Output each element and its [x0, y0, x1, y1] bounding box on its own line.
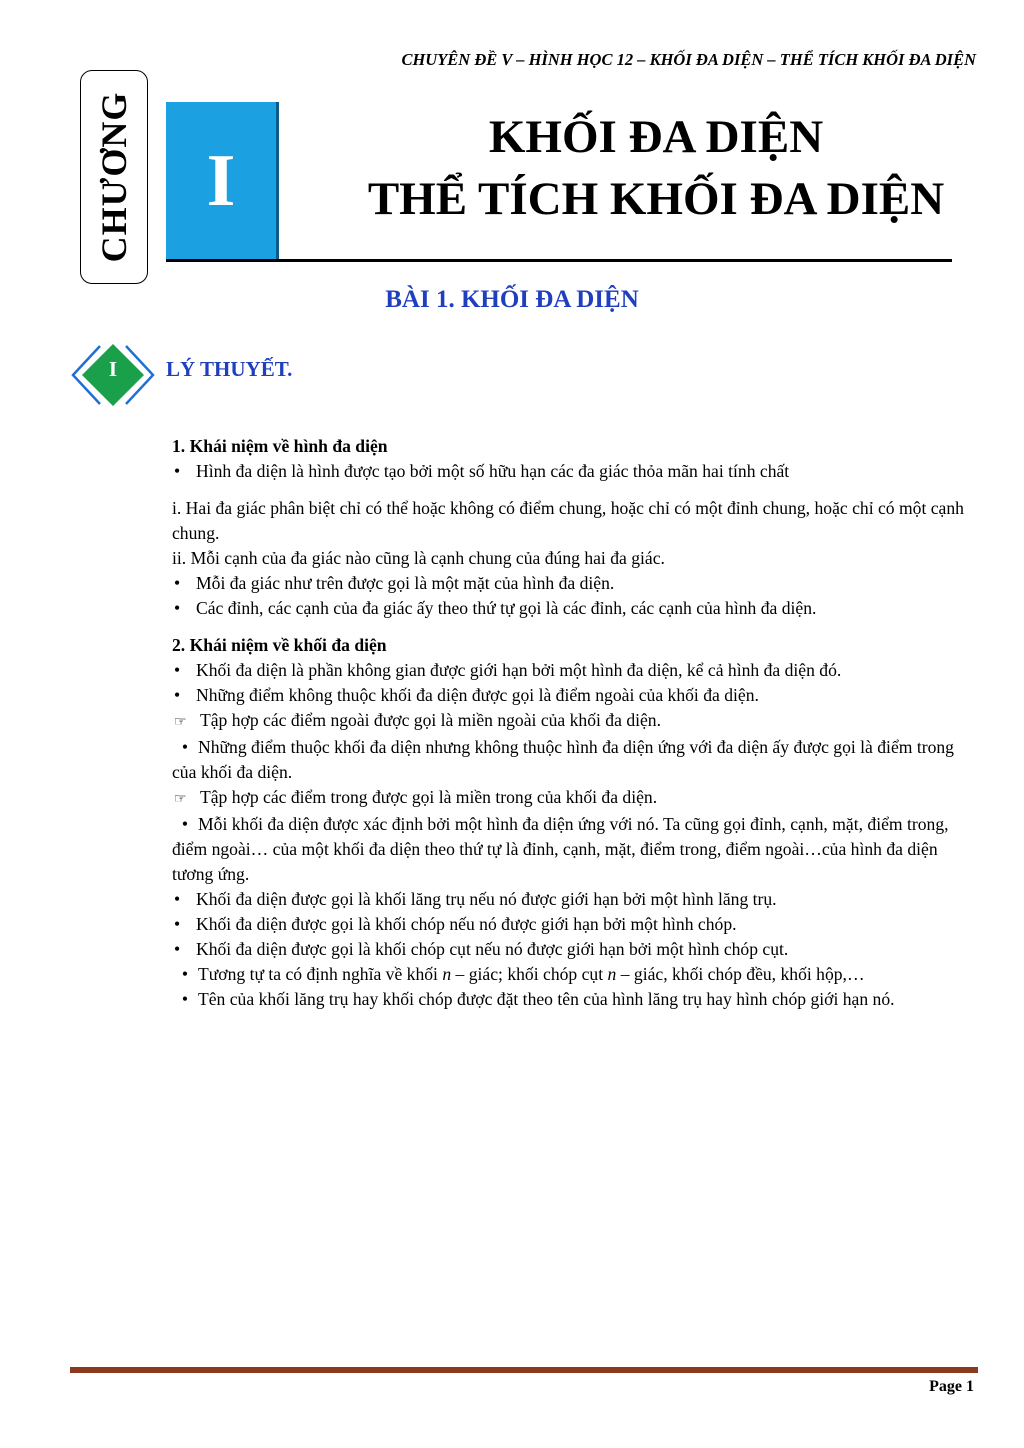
list-item: •Các đỉnh, các cạnh của đa giác ấy theo thứ tự gọi là các đỉnh, các cạnh của hình đa diện.	[172, 596, 982, 621]
list-item: •Khối đa diện được gọi là khối lăng trụ nếu nó được giới hạn bởi một hình lăng trụ.	[172, 887, 982, 912]
subheading-2: 2. Khái niệm về khối đa diện	[172, 635, 387, 655]
bullet-icon	[174, 912, 196, 937]
note-item: ☞ Tập hợp các điểm ngoài được gọi là miền ngoài của khối đa diện.	[172, 708, 982, 735]
note-item: ☞ Tập hợp các điểm trong được gọi là miền trong của khối đa diện.	[172, 785, 982, 812]
bullet-icon	[172, 987, 198, 1012]
body-content	[172, 434, 982, 1012]
chapter-number: I	[206, 140, 236, 222]
pointing-hand-icon: ☞	[174, 792, 187, 807]
chapter-title	[350, 106, 962, 230]
list-item: •Mỗi đa giác như trên được gọi là một mặt của hình đa diện.	[172, 571, 982, 596]
bullet-icon	[174, 459, 196, 484]
list-item: •Khối đa diện là phần không gian được giới hạn bởi một hình đa diện, kể cả hình đa diện đó.	[172, 658, 982, 683]
paragraph: ii. Mỗi cạnh của đa giác nào cũng là cạnh chung của đúng hai đa giác.	[172, 548, 665, 568]
page-number: Page 1	[929, 1378, 974, 1395]
bullet-icon	[174, 658, 196, 683]
chapter-title-line2: THỂ TÍCH KHỐI ĐA DIỆN	[367, 173, 945, 225]
section-number: I	[108, 357, 118, 381]
chapter-title-line1: KHỐI ĐA DIỆN	[488, 111, 824, 163]
bullet-icon	[174, 937, 196, 962]
bullet-icon	[174, 887, 196, 912]
running-header: CHUYÊN ĐỀ V – HÌNH HỌC 12 – KHỐI ĐA DIỆN – THỂ TÍCH KHỐI ĐA DIỆN	[401, 50, 976, 69]
pointing-hand-icon: ☞	[174, 715, 187, 730]
chapter-number-box	[166, 102, 279, 260]
paragraph: i. Hai đa giác phân biệt chỉ có thể hoặc không có điểm chung, hoặc chỉ có một đỉnh chung, hoặc chỉ có một cạnh chung.	[172, 498, 964, 543]
list-item: •Những điểm thuộc khối đa diện nhưng không thuộc hình đa diện ứng với đa diện ấy được gọi là điểm trong của khối đa diện.	[172, 735, 982, 785]
bullet-icon	[174, 571, 196, 596]
list-item: •Những điểm không thuộc khối đa diện được gọi là điểm ngoài của khối đa diện.	[172, 683, 982, 708]
bullet-icon	[174, 596, 196, 621]
list-item: •Mỗi khối đa diện được xác định bởi một hình đa diện ứng với nó. Ta cũng gọi đỉnh, cạnh, mặt, điểm trong, điểm ngoài… của một khối đa diện theo thứ tự là đỉnh, cạnh, mặt, điểm trong, điểm ngoài…của hình đa diện tương ứng.	[172, 812, 982, 887]
list-item: •Khối đa diện được gọi là khối chóp nếu nó được giới hạn bởi một hình chóp.	[172, 912, 982, 937]
section-title: LÝ THUYẾT.	[166, 357, 293, 381]
subheading-1: 1. Khái niệm về hình đa diện	[172, 436, 388, 456]
bullet-icon	[172, 812, 198, 837]
lesson-title: BÀI 1. KHỐI ĐA DIỆN	[385, 286, 639, 313]
bullet-icon	[172, 962, 198, 987]
footer-rule	[70, 1367, 978, 1373]
bullet-icon	[174, 683, 196, 708]
chapter-label: CHƯƠNG	[94, 91, 134, 263]
list-item: •Hình đa diện là hình được tạo bởi một số hữu hạn các đa giác thỏa mãn hai tính chất	[172, 459, 982, 484]
list-item: •Tên của khối lăng trụ hay khối chóp được đặt theo tên của hình lăng trụ hay hình chóp giới hạn nó.	[172, 987, 982, 1012]
list-item: •Khối đa diện được gọi là khối chóp cụt nếu nó được giới hạn bởi một hình chóp cụt.	[172, 937, 982, 962]
bullet-icon	[172, 735, 198, 760]
chapter-label-box	[80, 70, 148, 284]
title-underline	[166, 259, 952, 262]
list-item: •Tương tự ta có định nghĩa về khối n – giác; khối chóp cụt n – giác, khối chóp đều, khối hộp,…	[172, 962, 982, 987]
